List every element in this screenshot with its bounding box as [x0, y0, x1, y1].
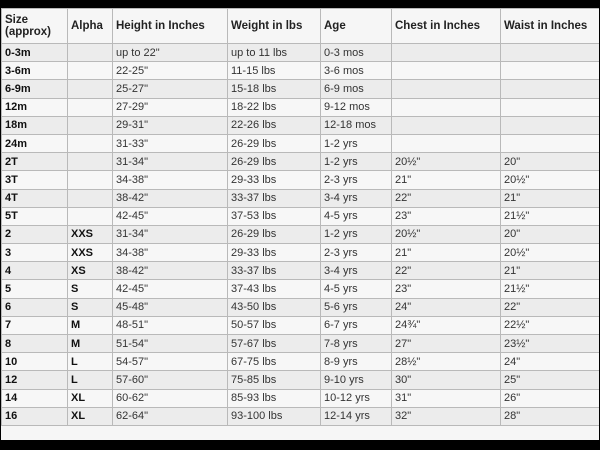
cell-chest: 22" — [392, 262, 501, 280]
cell-weight: 11-15 lbs — [228, 62, 321, 80]
cell-size: 5T — [2, 207, 68, 225]
table-row — [2, 407, 600, 425]
cell-alpha — [68, 44, 113, 62]
table-row — [2, 62, 600, 80]
cell-chest — [392, 116, 501, 134]
cell-waist: 25" — [501, 371, 600, 389]
cell-weight: 57-67 lbs — [228, 335, 321, 353]
cell-height: 62-64" — [113, 407, 228, 425]
table-row — [2, 298, 600, 316]
cell-age: 3-6 mos — [321, 62, 392, 80]
cell-height: 34-38" — [113, 244, 228, 262]
cell-waist: 20" — [501, 153, 600, 171]
cell-height: 45-48" — [113, 298, 228, 316]
cell-age: 8-9 yrs — [321, 353, 392, 371]
cell-height: 42-45" — [113, 280, 228, 298]
cell-height: 60-62" — [113, 389, 228, 407]
cell-waist: 28" — [501, 407, 600, 425]
cell-weight: 75-85 lbs — [228, 371, 321, 389]
cell-size: 0-3m — [2, 44, 68, 62]
cell-weight: 22-26 lbs — [228, 116, 321, 134]
cell-waist — [501, 134, 600, 152]
header-chest: Chest in Inches — [392, 9, 501, 44]
table-row — [2, 153, 600, 171]
cell-weight: 33-37 lbs — [228, 262, 321, 280]
table-row — [2, 244, 600, 262]
table-row — [2, 389, 600, 407]
table-row — [2, 171, 600, 189]
cell-waist — [501, 80, 600, 98]
cell-waist: 21" — [501, 189, 600, 207]
cell-chest — [392, 134, 501, 152]
cell-weight: 26-29 lbs — [228, 134, 321, 152]
cell-waist: 21½" — [501, 207, 600, 225]
cell-waist — [501, 116, 600, 134]
cell-height: 42-45" — [113, 207, 228, 225]
cell-weight: 18-22 lbs — [228, 98, 321, 116]
cell-waist — [501, 62, 600, 80]
cell-age: 2-3 yrs — [321, 171, 392, 189]
table-row — [2, 353, 600, 371]
cell-weight: 15-18 lbs — [228, 80, 321, 98]
cell-alpha: L — [68, 371, 113, 389]
table-row — [2, 280, 600, 298]
cell-size: 3-6m — [2, 62, 68, 80]
cell-size: 18m — [2, 116, 68, 134]
table-row — [2, 98, 600, 116]
cell-age: 6-9 mos — [321, 80, 392, 98]
cell-waist: 22½" — [501, 316, 600, 334]
cell-height: 54-57" — [113, 353, 228, 371]
cell-height: 48-51" — [113, 316, 228, 334]
cell-size: 2 — [2, 225, 68, 243]
table-row — [2, 316, 600, 334]
cell-age: 6-7 yrs — [321, 316, 392, 334]
cell-chest: 28½" — [392, 353, 501, 371]
cell-chest — [392, 80, 501, 98]
header-row — [2, 9, 600, 44]
cell-height: up to 22" — [113, 44, 228, 62]
cell-chest — [392, 44, 501, 62]
cell-weight: 37-43 lbs — [228, 280, 321, 298]
cell-alpha — [68, 80, 113, 98]
cell-height: 25-27" — [113, 80, 228, 98]
cell-chest: 30" — [392, 371, 501, 389]
cell-age: 12-14 yrs — [321, 407, 392, 425]
table-row — [2, 335, 600, 353]
cell-weight: 37-53 lbs — [228, 207, 321, 225]
cell-height: 31-33" — [113, 134, 228, 152]
cell-waist: 21" — [501, 262, 600, 280]
cell-age: 4-5 yrs — [321, 207, 392, 225]
table-row — [2, 262, 600, 280]
cell-age: 1-2 yrs — [321, 225, 392, 243]
cell-height: 27-29" — [113, 98, 228, 116]
cell-size: 12 — [2, 371, 68, 389]
cell-alpha: XXS — [68, 244, 113, 262]
cell-alpha — [68, 207, 113, 225]
table-row — [2, 225, 600, 243]
cell-age: 9-12 mos — [321, 98, 392, 116]
cell-weight: 33-37 lbs — [228, 189, 321, 207]
cell-size: 6-9m — [2, 80, 68, 98]
cell-height: 57-60" — [113, 371, 228, 389]
cell-size: 10 — [2, 353, 68, 371]
cell-waist: 26" — [501, 389, 600, 407]
cell-size: 3 — [2, 244, 68, 262]
cell-size: 16 — [2, 407, 68, 425]
cell-height: 31-34" — [113, 225, 228, 243]
cell-weight: 67-75 lbs — [228, 353, 321, 371]
cell-chest: 20½" — [392, 225, 501, 243]
cell-size: 8 — [2, 335, 68, 353]
cell-age: 3-4 yrs — [321, 189, 392, 207]
cell-chest — [392, 62, 501, 80]
cell-age: 1-2 yrs — [321, 134, 392, 152]
cell-alpha: XS — [68, 262, 113, 280]
cell-chest: 27" — [392, 335, 501, 353]
cell-age: 9-10 yrs — [321, 371, 392, 389]
cell-height: 51-54" — [113, 335, 228, 353]
table-row — [2, 371, 600, 389]
cell-waist: 23½" — [501, 335, 600, 353]
size-chart-table — [1, 8, 599, 426]
header-alpha: Alpha — [68, 9, 113, 44]
cell-size: 7 — [2, 316, 68, 334]
cell-height: 34-38" — [113, 171, 228, 189]
cell-chest: 20½" — [392, 153, 501, 171]
cell-age: 0-3 mos — [321, 44, 392, 62]
cell-weight: up to 11 lbs — [228, 44, 321, 62]
cell-alpha — [68, 116, 113, 134]
table-row — [2, 80, 600, 98]
cell-weight: 26-29 lbs — [228, 153, 321, 171]
cell-weight: 29-33 lbs — [228, 171, 321, 189]
cell-age: 3-4 yrs — [321, 262, 392, 280]
header-age: Age — [321, 9, 392, 44]
cell-waist: 20" — [501, 225, 600, 243]
header-weight: Weight in lbs — [228, 9, 321, 44]
cell-alpha — [68, 62, 113, 80]
header-size: Size (approx) — [2, 9, 68, 44]
size-chart-sheet — [1, 8, 599, 440]
cell-age: 2-3 yrs — [321, 244, 392, 262]
cell-waist: 21½" — [501, 280, 600, 298]
cell-waist: 24" — [501, 353, 600, 371]
cell-size: 5 — [2, 280, 68, 298]
cell-size: 4 — [2, 262, 68, 280]
cell-alpha: M — [68, 335, 113, 353]
cell-age: 12-18 mos — [321, 116, 392, 134]
cell-waist: 22" — [501, 298, 600, 316]
cell-height: 38-42" — [113, 262, 228, 280]
cell-height: 31-34" — [113, 153, 228, 171]
cell-alpha: M — [68, 316, 113, 334]
table-body — [2, 44, 600, 426]
cell-weight: 26-29 lbs — [228, 225, 321, 243]
table-row — [2, 207, 600, 225]
cell-age: 4-5 yrs — [321, 280, 392, 298]
cell-size: 4T — [2, 189, 68, 207]
cell-alpha — [68, 134, 113, 152]
cell-alpha: S — [68, 280, 113, 298]
cell-waist: 20½" — [501, 244, 600, 262]
header-waist: Waist in Inches — [501, 9, 600, 44]
cell-age: 1-2 yrs — [321, 153, 392, 171]
table-row — [2, 189, 600, 207]
cell-alpha: L — [68, 353, 113, 371]
cell-chest — [392, 98, 501, 116]
cell-size: 14 — [2, 389, 68, 407]
cell-size: 24m — [2, 134, 68, 152]
cell-alpha — [68, 189, 113, 207]
cell-alpha — [68, 98, 113, 116]
cell-age: 10-12 yrs — [321, 389, 392, 407]
cell-chest: 23" — [392, 207, 501, 225]
cell-chest: 32" — [392, 407, 501, 425]
cell-waist — [501, 44, 600, 62]
cell-size: 3T — [2, 171, 68, 189]
cell-age: 7-8 yrs — [321, 335, 392, 353]
cell-size: 2T — [2, 153, 68, 171]
table-row — [2, 116, 600, 134]
cell-weight: 85-93 lbs — [228, 389, 321, 407]
cell-chest: 21" — [392, 244, 501, 262]
cell-alpha: XL — [68, 407, 113, 425]
cell-chest: 23" — [392, 280, 501, 298]
cell-size: 6 — [2, 298, 68, 316]
cell-chest: 21" — [392, 171, 501, 189]
cell-chest: 24" — [392, 298, 501, 316]
cell-weight: 50-57 lbs — [228, 316, 321, 334]
header-height: Height in Inches — [113, 9, 228, 44]
cell-alpha: S — [68, 298, 113, 316]
cell-alpha — [68, 171, 113, 189]
cell-weight: 93-100 lbs — [228, 407, 321, 425]
cell-waist: 20½" — [501, 171, 600, 189]
cell-height: 22-25" — [113, 62, 228, 80]
cell-chest: 22" — [392, 189, 501, 207]
table-row — [2, 44, 600, 62]
cell-chest: 31" — [392, 389, 501, 407]
cell-age: 5-6 yrs — [321, 298, 392, 316]
cell-waist — [501, 98, 600, 116]
cell-alpha: XXS — [68, 225, 113, 243]
table-row — [2, 134, 600, 152]
cell-alpha: XL — [68, 389, 113, 407]
cell-weight: 43-50 lbs — [228, 298, 321, 316]
cell-size: 12m — [2, 98, 68, 116]
cell-height: 38-42" — [113, 189, 228, 207]
cell-chest: 24¾" — [392, 316, 501, 334]
cell-alpha — [68, 153, 113, 171]
cell-weight: 29-33 lbs — [228, 244, 321, 262]
cell-height: 29-31" — [113, 116, 228, 134]
